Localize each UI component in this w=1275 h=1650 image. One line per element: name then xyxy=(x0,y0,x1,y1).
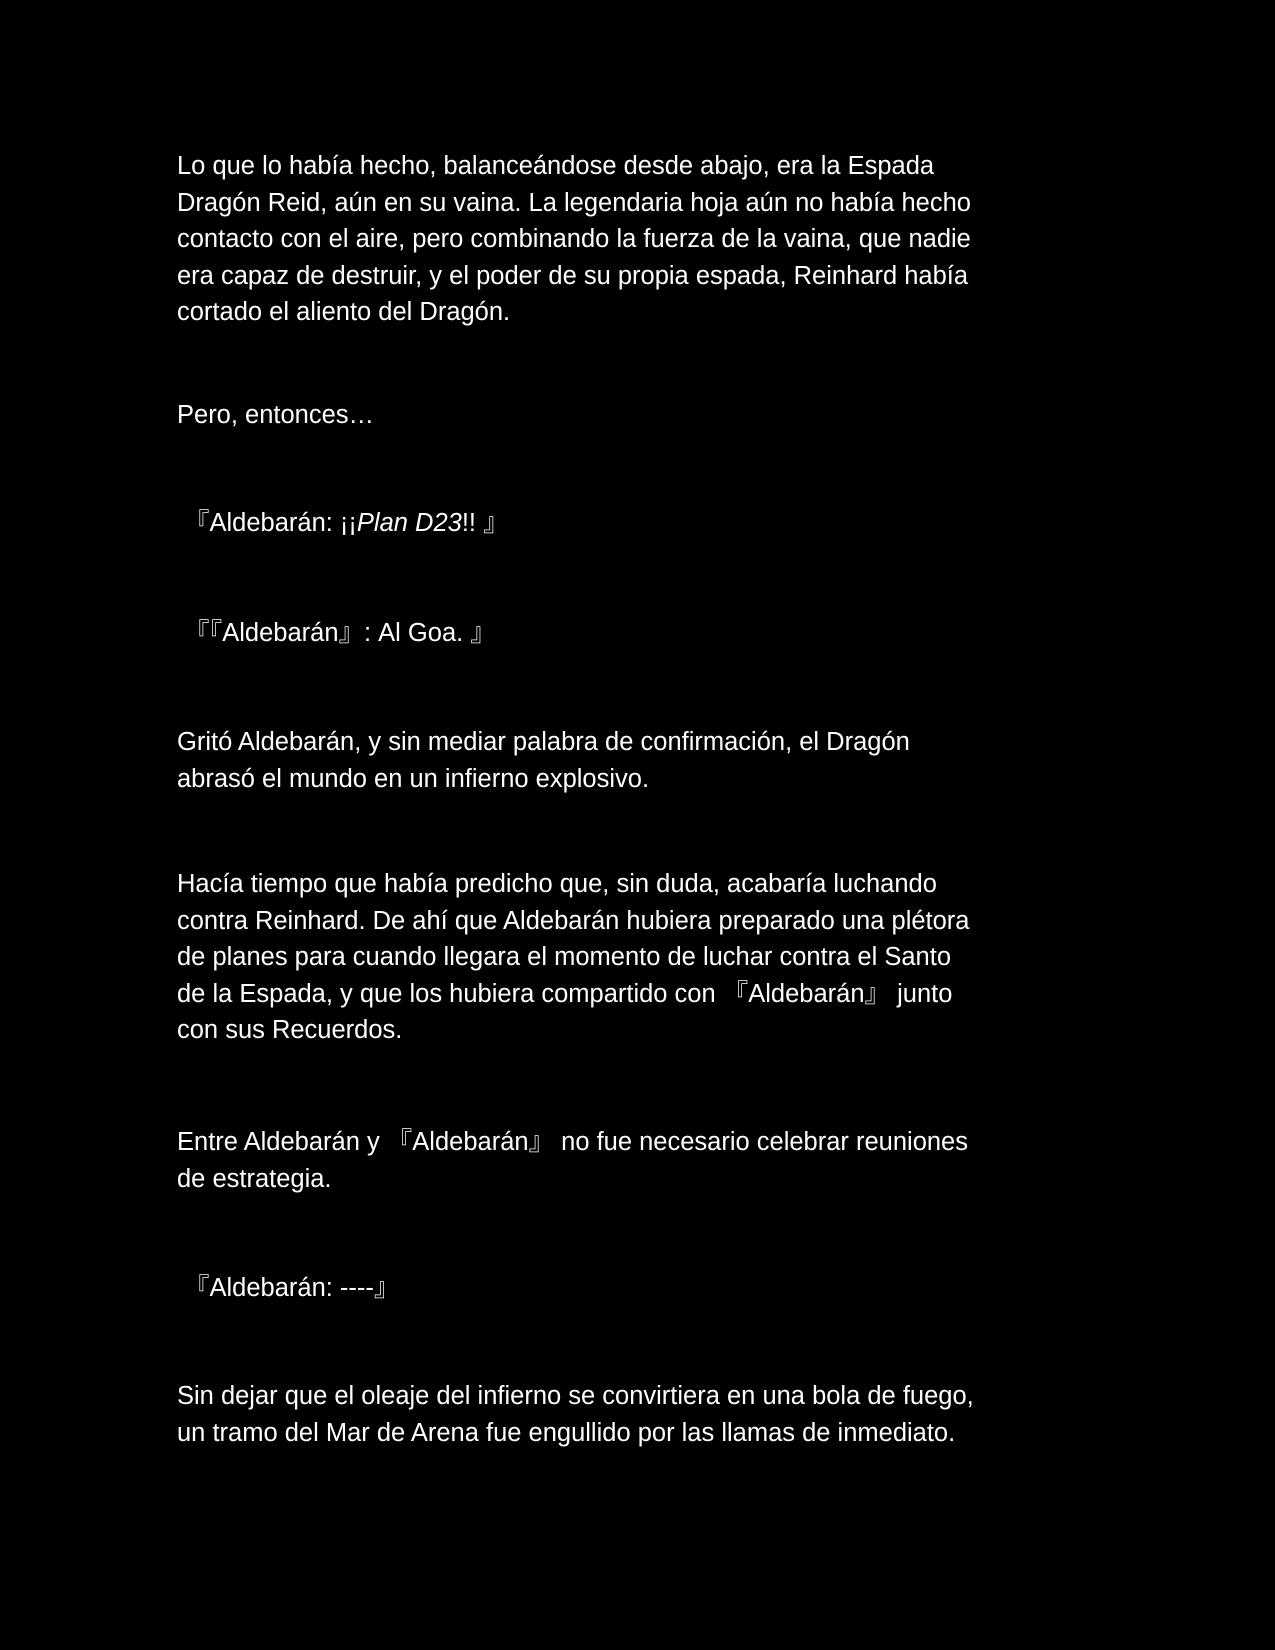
paragraph-dragon-inferno xyxy=(177,724,1097,797)
paragraph-sea-of-sand xyxy=(177,1378,1097,1451)
plan-name-italic: Plan D23 xyxy=(356,509,462,537)
paragraph-but-then xyxy=(177,397,1097,434)
text-line: de planes para cuando llegara el momento de luchar contra el Santo xyxy=(177,943,952,971)
text-line: abrasó el mundo en un infierno explosivo. xyxy=(177,764,650,793)
text-line: Lo que lo había hecho, balanceándose desde abajo, era la Espada xyxy=(177,152,935,180)
dialogue-plan-d23 xyxy=(184,505,1104,542)
text-line: era capaz de destruir, y el poder de su propia espada, Reinhard había xyxy=(177,261,969,290)
paragraph-strategy xyxy=(177,1124,1097,1197)
text-line: Gritó Aldebarán, y sin mediar palabra de confirmación, el Dragón xyxy=(177,728,910,756)
text-line: contacto con el aire, pero combinando la fuerza de la vaina, que nadie xyxy=(177,225,971,253)
dialogue-line: 『Aldebarán: ----』 xyxy=(184,1274,400,1302)
text-line: cortado el aliento del Dragón. xyxy=(177,298,511,326)
text-line: de la Espada, y que los hubiera compartido con 『Aldebarán』 junto xyxy=(177,979,953,1008)
text-line: un tramo del Mar de Arena fue engullido por las llamas de inmediato. xyxy=(177,1418,956,1447)
text-line: Hacía tiempo que había predicho que, sin duda, acabaría luchando xyxy=(177,870,937,898)
dialogue-cut-off xyxy=(184,1270,1104,1307)
text-line: contra Reinhard. De ahí que Aldebarán hubiera preparado una plétora xyxy=(177,906,970,935)
text-line: Sin dejar que el oleaje del infierno se convirtiera en una bola de fuego, xyxy=(177,1382,974,1410)
paragraph-sword-strike xyxy=(177,148,1097,331)
text-line: Dragón Reid, aún en su vaina. La legendaria hoja aún no había hecho xyxy=(177,188,971,217)
paragraph-plans xyxy=(177,866,1097,1049)
text-line: Entre Aldebarán y 『Aldebarán』 no fue necesario celebrar reuniones xyxy=(177,1128,968,1156)
dialogue-close: !! 』 xyxy=(461,509,509,537)
document-page xyxy=(177,0,1097,1650)
text-line: de estrategia. xyxy=(177,1164,332,1193)
dialogue-open: 『Aldebarán: ¡¡ xyxy=(184,509,357,537)
dialogue-al-goa xyxy=(184,615,1104,652)
text-line: con sus Recuerdos. xyxy=(177,1016,403,1044)
text-line: Pero, entonces… xyxy=(177,401,375,429)
dialogue-line: 『『Aldebarán』: Al Goa. 』 xyxy=(184,619,496,647)
dialogue-line xyxy=(184,505,1104,542)
